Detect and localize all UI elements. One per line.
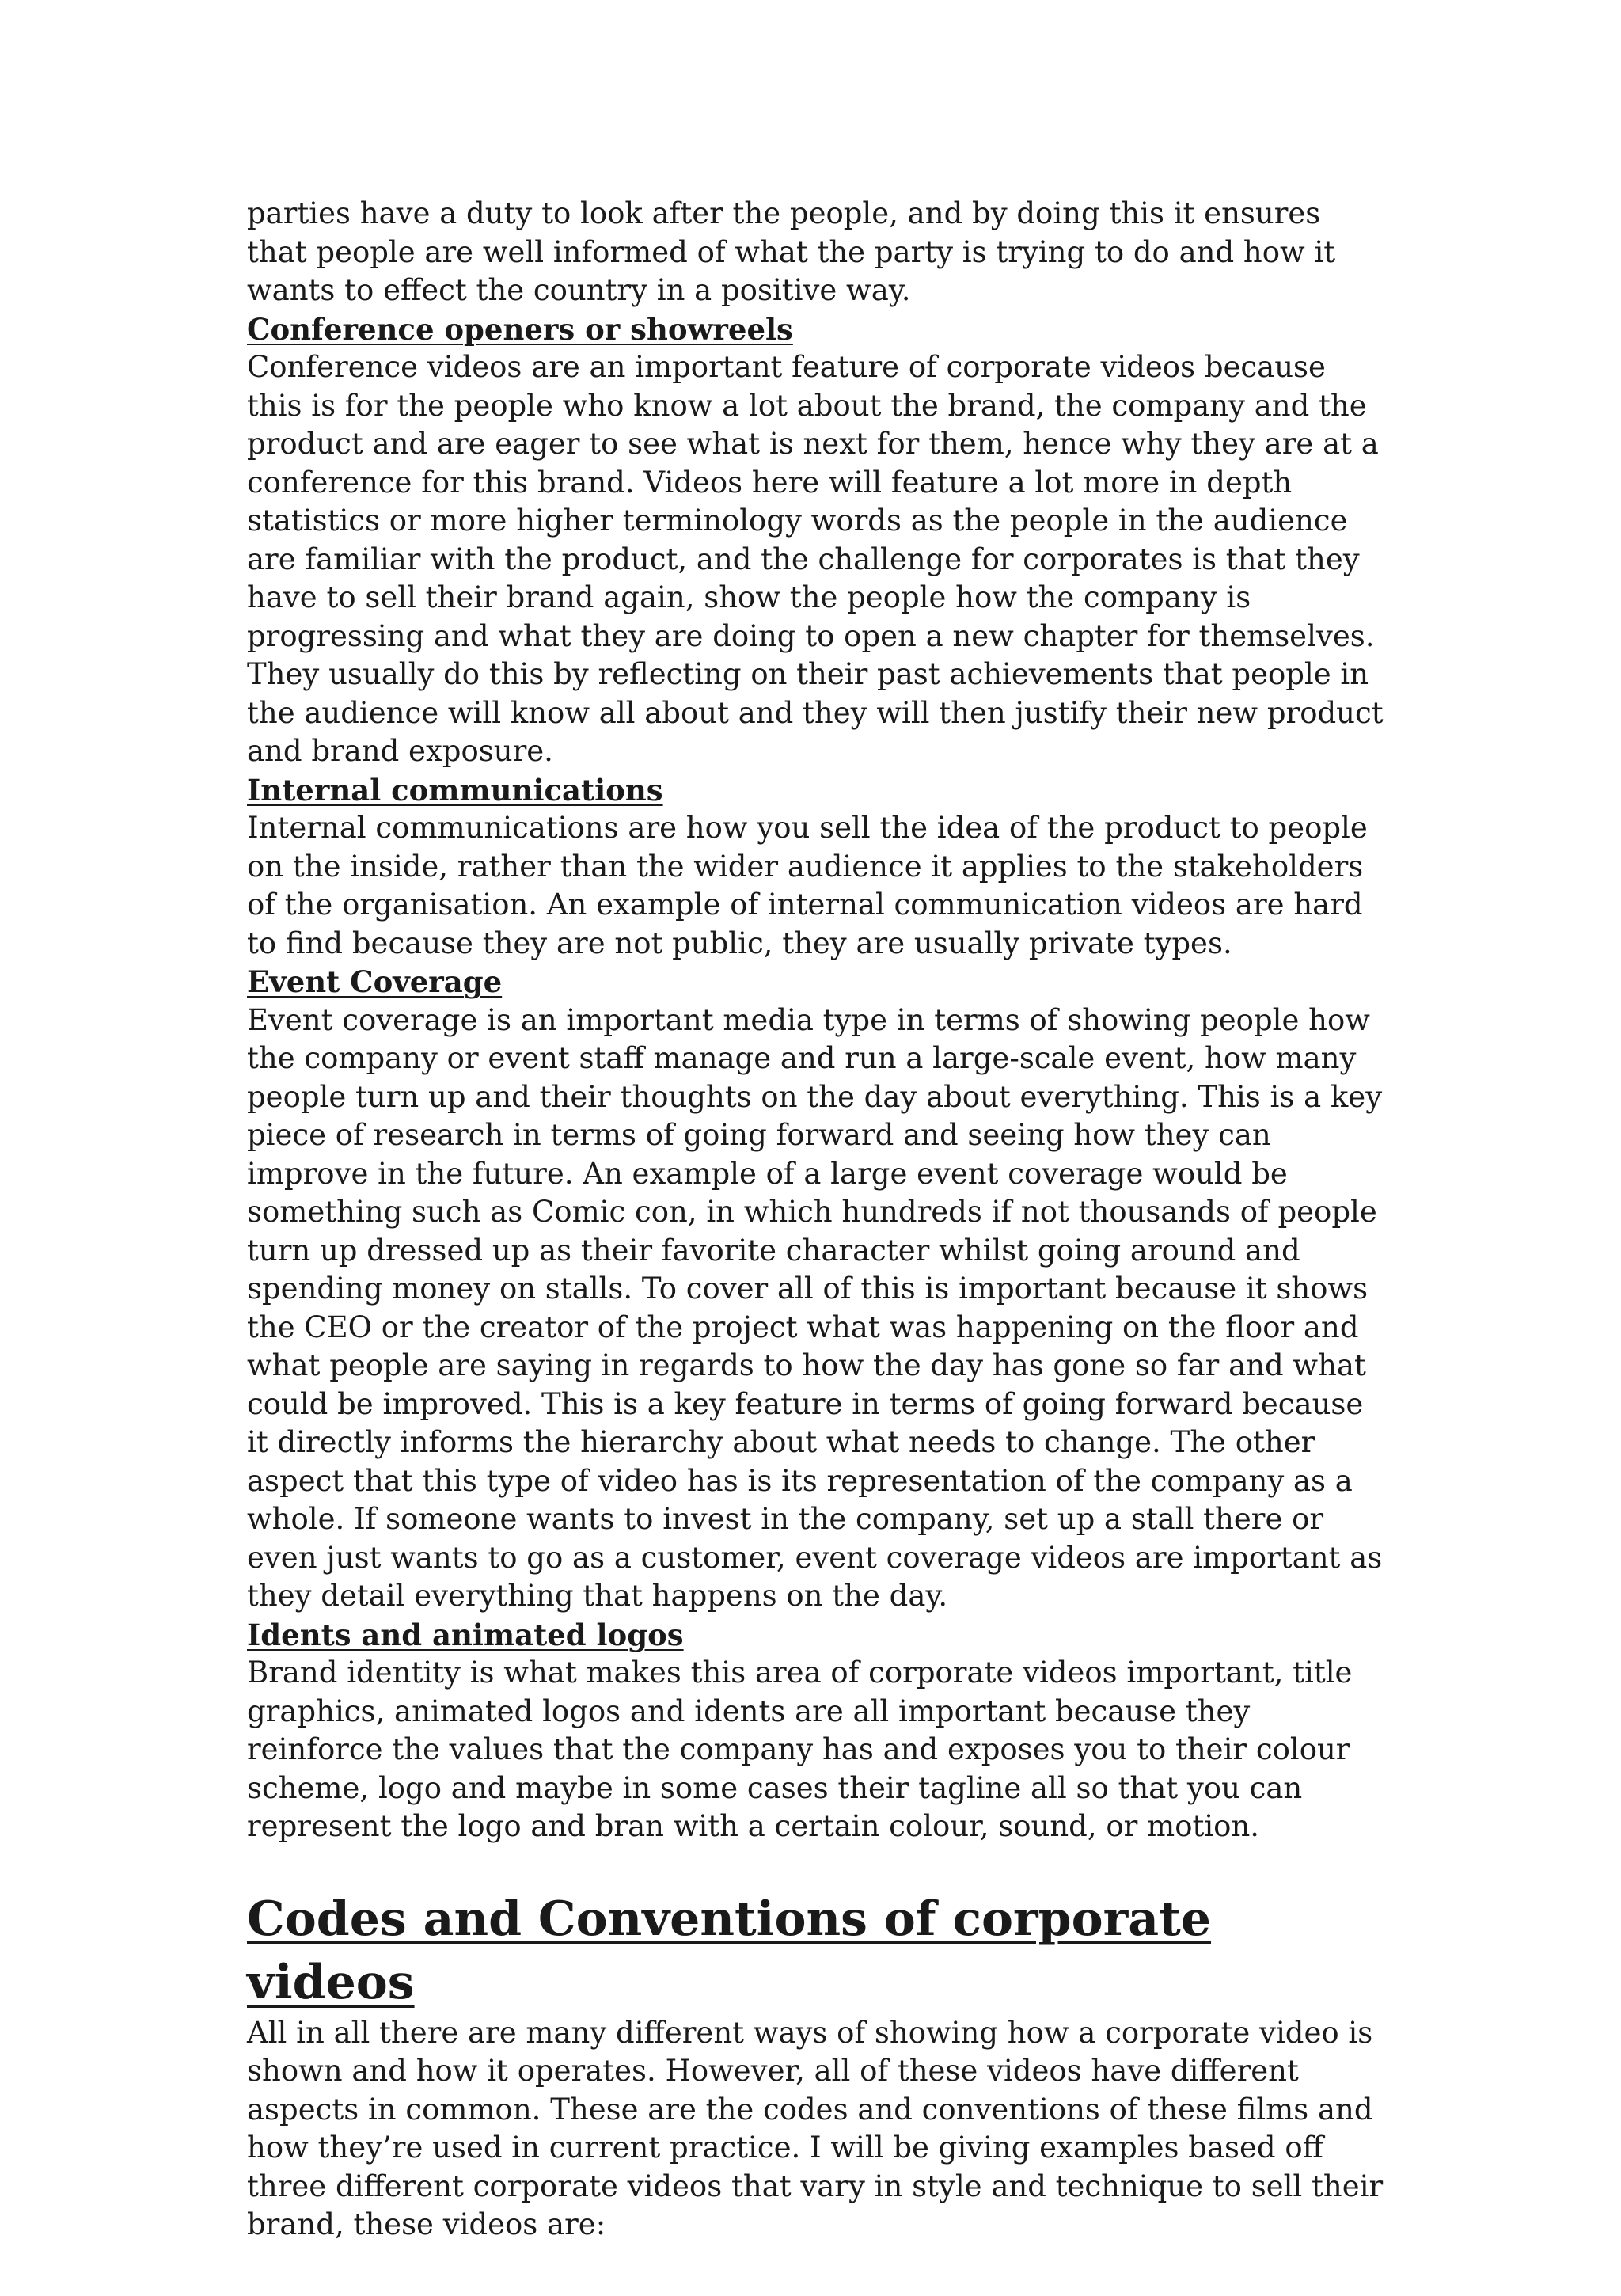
intro-paragraph: parties have a duty to look after the people, and by doing this it ensures that people are well informed of what the party is trying to do and how it wants to effect the country in a positive way. [247, 196, 1336, 307]
section-heading-conference-openers: Conference openers or showreels [247, 311, 793, 347]
section-body-internal-communications: Internal communications are how you sell the idea of the product to people on the inside, rather than the wider audience it applies to the stakeholders of the organisation. An example of internal communication videos are hard to find because they are not public, they are usually private types. [247, 811, 1368, 960]
section-heading-event-coverage: Event Coverage [247, 964, 503, 999]
document-body [247, 195, 1387, 2245]
section-heading-idents-logos: Idents and animated logos [247, 1617, 684, 1652]
section-body-idents-logos: Brand identity is what makes this area of corporate videos important, title graphics, animated logos and idents are all important because they reinforce the values that the company has and exposes you to their colour scheme, logo and maybe in some cases their tagline all so that you can represent the logo and bran with a certain colour, sound, or motion. [247, 1655, 1353, 1843]
main-heading-codes-conventions: Codes and Conventions of corporate videos [247, 1891, 1212, 2010]
section-heading-internal-communications: Internal communications [247, 772, 663, 808]
section-body-event-coverage: Event coverage is an important media type in terms of showing people how the company or event staff manage and run a large-scale event, how many people turn up and their thoughts on the day about everything. This is a key piece of research in terms of going forward and seeing how they can improve in the future. An example of a large event coverage would be something such as Comic con, in which hundreds if not thousands of people turn up dressed up as their favorite character whilst going around and spending money on stalls. To cover all of this is important because it shows the CEO or the creator of the project what was happening on the floor and what people are saying in regards to how the day has gone so far and what could be improved. This is a key feature in terms of going forward because it directly informs the hierarchy about what needs to change. The other aspect that this type of video has is its representation of the company as a whole. If someone wants to invest in the company, set up a stall there or even just wants to go as a customer, event coverage videos are important as they detail everything that happens on the day. [247, 1002, 1383, 1613]
closing-paragraph: All in all there are many different ways of showing how a corporate video is shown and how it operates. However, all of these videos have different aspects in common. These are the codes and conventions of these films and how they’re used in current practice. I will be giving examples based off three different corporate videos that vary in style and technique to sell their brand, these videos are: [247, 2015, 1384, 2241]
section-body-conference-openers: Conference videos are an important feature of corporate videos because this is for the people who know a lot about the brand, the company and the product and are eager to see what is next for them, hence why they are at a conference for this brand. Videos here will feature a lot more in depth statistics or more higher terminology words as the people in the audience are familiar with the product, and the challenge for corporates is that they have to sell their brand again, show the people how the company is progressing and what they are doing to open a new chapter for themselves. They usually do this by reflecting on their past achievements that people in the audience will know all about and they will then justify their new product and brand exposure. [247, 350, 1384, 768]
